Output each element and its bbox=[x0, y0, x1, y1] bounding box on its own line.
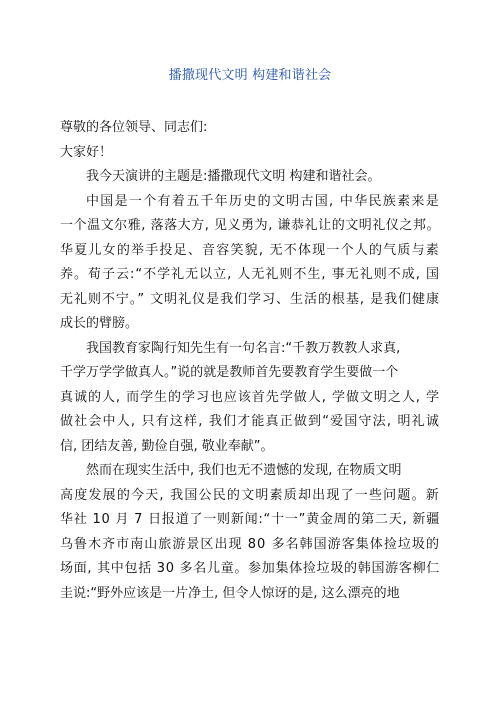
text-line: 场面, 其中包括 30 多名儿童。参加集体捡垃圾的韩国游客柳仁 bbox=[60, 561, 440, 576]
text-line: 养。荀子云:“不学礼无以立, 人无礼则不生, 事无礼则不成, 国 bbox=[60, 267, 440, 282]
text-line: 千学万学学做真人。”说的就是教师首先要教育学生要做一个 bbox=[60, 365, 399, 380]
text-line: 做社会中人, 只有这样, 我们才能真正做到“爱国守法, 明礼诚 bbox=[60, 414, 440, 429]
text-line: 尊敬的各位领导、同志们: bbox=[60, 120, 208, 135]
text-line: 华社 10 月 7 日报道了一则新闻:“十一”黄金周的第二天, 新疆 bbox=[60, 512, 440, 527]
text-line: 成长的臂膀。 bbox=[60, 316, 139, 331]
text-line: 我国教育家陶行知先生有一句名言:“千教万教教人求真, bbox=[86, 340, 401, 356]
text-line: 一个温文尔雅, 落落大方, 见义勇为, 谦恭礼让的文明礼仪之邦。 bbox=[60, 218, 440, 233]
text-line: 信, 团结友善, 勤俭自强, 敬业奉献”。 bbox=[60, 438, 274, 454]
document-title: 播撒现代文明 构建和谐社会 bbox=[168, 68, 332, 83]
text-line: 然而在现实生活中, 我们也无不遗憾的发现, 在物质文明 bbox=[86, 463, 402, 478]
text-line: 中国是一个有着五千年历史的文明古国, 中华民族素来是 bbox=[86, 193, 440, 209]
text-line: 大家好！ bbox=[60, 144, 113, 160]
text-line: 乌鲁木齐市南山旅游景区出现 80 多名韩国游客集体捡垃圾的 bbox=[60, 536, 440, 552]
text-line: 圭说:“野外应该是一片净土, 但令人惊讶的是, 这么漂亮的地 bbox=[60, 585, 400, 601]
text-line: 无礼则不宁。” 文明礼仪是我们学习、生活的根基, 是我们健康 bbox=[60, 291, 440, 307]
text-line: 高度发展的今天, 我国公民的文明素质却出现了一些问题。新 bbox=[60, 487, 440, 503]
text-line: 真诚的人, 而学生的学习也应该首先学做人, 学做文明之人, 学 bbox=[60, 389, 440, 405]
text-line: 我今天演讲的主题是:播撒现代文明 构建和谐社会。 bbox=[86, 169, 381, 184]
document-body bbox=[60, 116, 440, 606]
text-line: 华夏儿女的举手投足、音容笑貌, 无不体现一个人的气质与素 bbox=[60, 242, 440, 258]
